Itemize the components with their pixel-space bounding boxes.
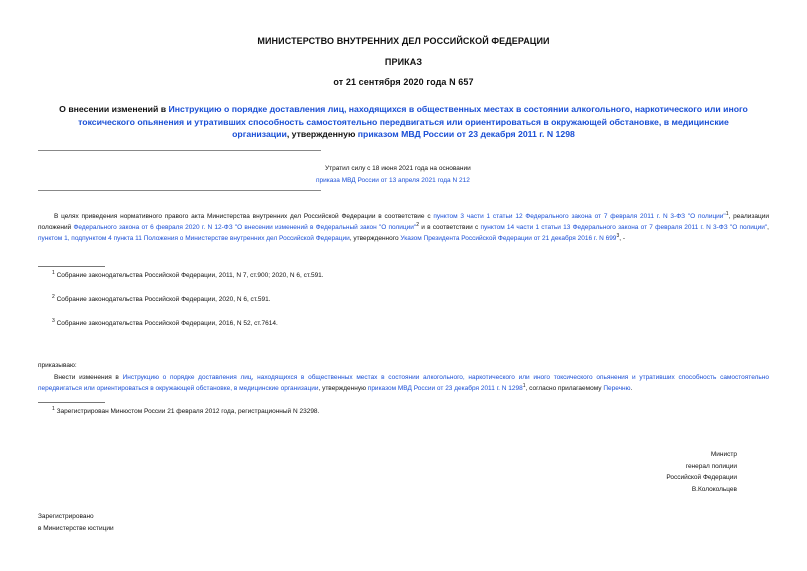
signature-name: В.Колокольцев (691, 485, 737, 493)
preamble-paragraph (38, 211, 769, 245)
footnote-3 (52, 317, 278, 327)
link-presidential-decree-699[interactable]: Указом Президента Российской Федерации от 21 декабря 2016 г. N 699 (400, 235, 617, 243)
footnote-3-text: Собрание законодательства Российской Федерации, 2016, N 52, ст.7614. (56, 320, 278, 327)
ministry-heading: МИНИСТЕРСТВО ВНУТРЕННИХ ДЕЛ РОССИЙСКОЙ ФЕДЕРАЦИИ (257, 36, 550, 46)
title-link-instruction[interactable]: Инструкцию о порядке доставления лиц, находящихся в общественных местах в состоянии алкогольного, наркотического или иного токсического опьянения и утративших способность самостоятельно передвигаться или ориентироваться в окружающей обстановке, в медицинские организации (78, 104, 748, 139)
signature-block (666, 449, 737, 495)
order-paragraph (38, 372, 769, 394)
preamble-text-4: , (767, 224, 769, 232)
signature-country: Российской Федерации (666, 474, 737, 481)
preamble-text-5: , утвержденного (349, 235, 401, 243)
preamble-text-1: В целях приведения нормативного правого акта Министерства внутренних дел Российской Федерации в соответствие с (54, 213, 434, 220)
link-federal-law-12fz[interactable]: Федерального закона от 6 февраля 2020 г. N 12-ФЗ "О внесении изменений в Федеральный закон "О полиции" (73, 224, 417, 232)
link-list-annex[interactable]: Перечню (603, 385, 631, 393)
status-line: Утратил силу с 18 июня 2021 года на основании (325, 165, 471, 172)
link-police-law-art13[interactable]: пунктом 14 части 1 статьи 13 Федерального закона от 7 февраля 2011 г. N 3-ФЗ "О полиции" (480, 224, 768, 232)
footnote-mark-reg[interactable]: 1 (522, 383, 526, 390)
signature-title: Министр (710, 451, 737, 458)
footnote-mark-1[interactable]: 1 (725, 210, 729, 217)
preamble-text-3: и в соответствии с (419, 224, 481, 232)
footnote-rule-reg (38, 402, 105, 403)
footnote-3-mark: 3 (52, 317, 55, 324)
footnote-1-mark: 1 (52, 269, 55, 276)
order-text-3: , согласно прилагаемому (525, 385, 604, 393)
title-middle: , утвержденную (286, 129, 358, 139)
footnote-rule (38, 266, 105, 267)
footnote-2-text: Собрание законодательства Российской Федерации, 2020, N 6, ст.591. (56, 296, 271, 303)
document-title (55, 103, 752, 141)
link-ministry-regulation[interactable]: пунктом 1, подпунктом 4 пункта 11 Положения о Министерстве внутренних дел Российской Федерации (38, 235, 350, 243)
registered-line-2: в Министерстве юстиции (38, 524, 114, 532)
status-link-order-212[interactable]: приказа МВД России от 13 апреля 2021 года N 212 (316, 177, 470, 184)
status-rule-bottom (38, 190, 321, 191)
doc-date-number: от 21 сентября 2020 года N 657 (333, 77, 474, 87)
footnote-reg-text: Зарегистрирован Минюстом России 21 февраля 2012 года, регистрационный N 23298. (56, 408, 320, 415)
footnote-mark-2[interactable]: 2 (416, 222, 419, 229)
preamble-text-2: , реализации положений (38, 213, 769, 232)
link-order-instruction[interactable]: Инструкцию о порядке доставления лиц, находящихся в общественных местах в состоянии алкогольного, наркотического или иного токсического опьянения и утративших способность самостоятельно передвигаться или ориентироваться в окружающей обстановке, в медицинские организации (38, 374, 769, 393)
footnote-2 (52, 293, 271, 303)
footnote-reg (52, 405, 320, 415)
footnote-1-text: Собрание законодательства Российской Федерации, 2011, N 7, ст.900; 2020, N 6, ст.591. (56, 272, 324, 279)
order-text-2: , утвержденную (318, 385, 368, 393)
order-label: приказываю: (38, 362, 77, 369)
title-prefix: О внесении изменений в (59, 104, 169, 114)
link-order-1298[interactable]: приказом МВД России от 23 декабря 2011 г. N 1298 (367, 385, 523, 393)
order-text-4: . (630, 385, 633, 393)
doc-type-heading: ПРИКАЗ (384, 57, 423, 67)
footnote-1 (52, 269, 324, 279)
preamble-text-6: , - (619, 235, 625, 243)
title-link-order-1298[interactable]: приказом МВД России от 23 декабря 2011 г. N 1298 (357, 129, 575, 139)
status-rule-top (38, 150, 321, 151)
registered-block (38, 511, 114, 534)
footnote-reg-mark: 1 (52, 405, 55, 412)
footnote-2-mark: 2 (52, 293, 55, 300)
order-text-1: Внести изменения в (54, 374, 123, 381)
registered-line-1: Зарегистрировано (38, 513, 94, 520)
link-police-law-art12[interactable]: пунктом 3 части 1 статьи 12 Федерального закона от 7 февраля 2011 г. N 3-ФЗ "О полиции" (433, 213, 726, 220)
signature-rank: генерал полиции (685, 462, 737, 470)
footnote-mark-3[interactable]: 3 (616, 233, 620, 240)
